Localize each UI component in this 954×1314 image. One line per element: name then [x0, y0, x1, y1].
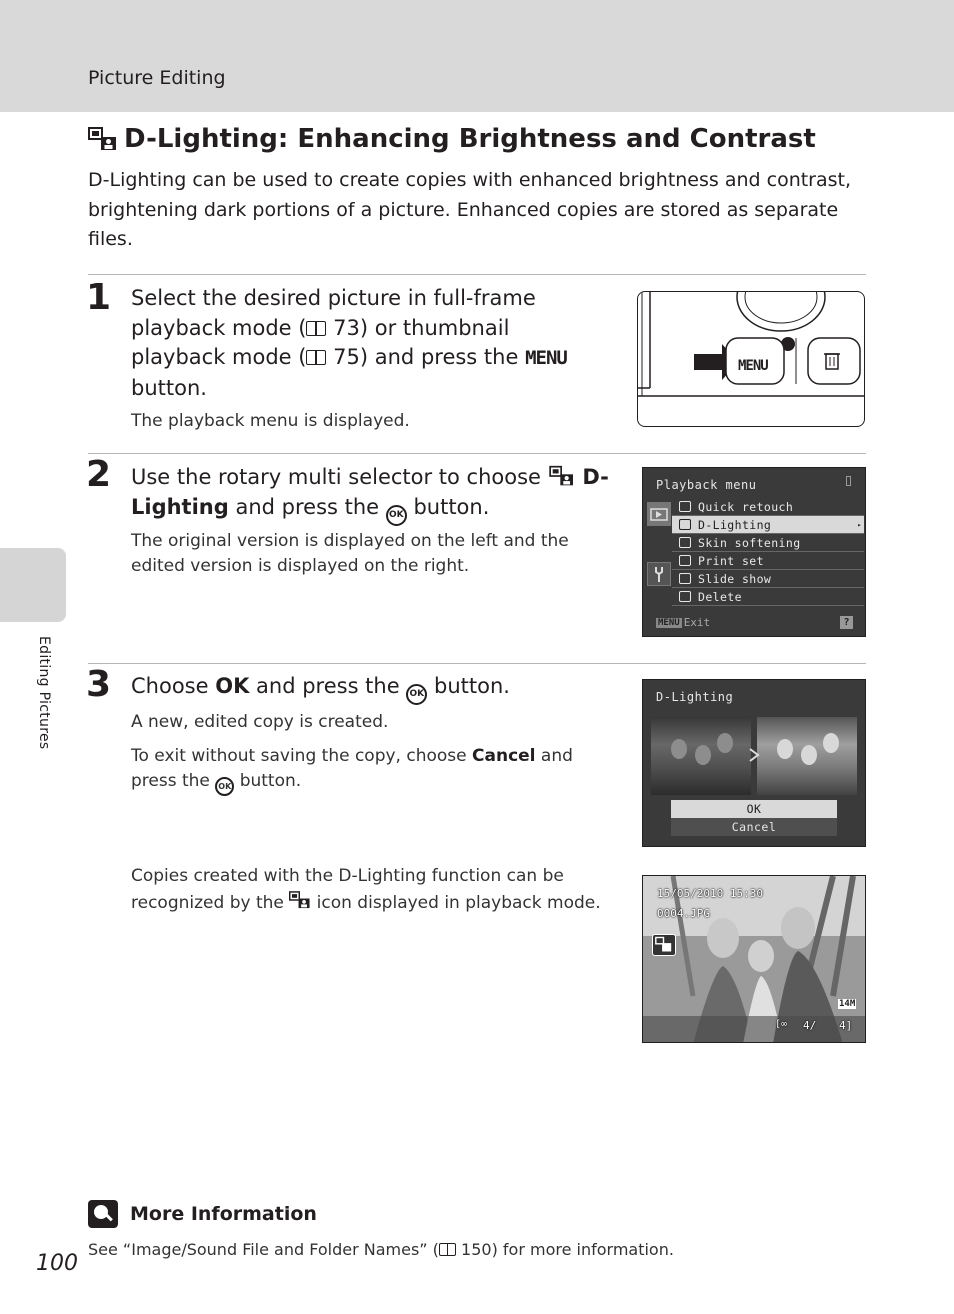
ok-button-symbol: OK — [386, 505, 407, 526]
family-photo — [643, 876, 866, 1043]
step-3-note-created: A new, edited copy is created. — [131, 712, 389, 732]
d-lighting-icon — [679, 519, 691, 530]
step-number: 2 — [86, 454, 112, 495]
photo-filename: 0004.JPG — [657, 907, 710, 920]
page-title-text: D-Lighting: Enhancing Brightness and Contrast — [124, 124, 816, 154]
d-lighting-icon-note: Copies created with the D-Lighting function can be recognized by the icon displayed in playback mode. — [131, 866, 601, 913]
playback-tab-icon — [647, 502, 671, 526]
help-icon: ? — [840, 616, 853, 629]
confirm-options — [671, 800, 837, 836]
book-icon — [306, 321, 326, 336]
menu-item-delete[interactable]: Delete — [672, 588, 864, 606]
menu-item-skin-softening[interactable]: Skin softening — [672, 534, 864, 552]
frame-counter-current: 4/ — [803, 1019, 817, 1032]
book-icon — [439, 1243, 456, 1256]
more-information-text: See “Image/Sound File and Folder Names” ( 150) for more information. — [88, 1240, 674, 1259]
camera-back-illustration — [637, 291, 865, 427]
photo-datetime: 15/05/2010 15:30 — [657, 887, 763, 900]
page-title — [88, 124, 816, 154]
menu-item-print-set[interactable]: Print set — [672, 552, 864, 570]
setup-tab-icon — [647, 562, 671, 586]
playback-menu-screen — [642, 467, 866, 637]
edited-thumbnail — [757, 717, 857, 795]
step-3-instruction: Choose OK and press the OK button. — [131, 672, 510, 705]
step-divider — [88, 453, 866, 454]
step-2-note: The original version is displayed on the left and the edited version is displayed on the right. — [131, 531, 569, 576]
playback-photo — [642, 875, 866, 1043]
d-lighting-icon — [548, 465, 576, 487]
d-lighting-screen-title: D-Lighting — [656, 690, 734, 704]
page-number: 100 — [36, 1251, 78, 1276]
intro-paragraph: D-Lighting can be used to create copies with enhanced brightness and contrast, brightening dark portions of a picture. Enhanced copies are stored as separate files. — [88, 169, 852, 250]
comparison-thumbnails — [651, 717, 859, 795]
option-cancel[interactable]: Cancel — [671, 818, 837, 836]
more-information-heading: More Information — [88, 1200, 317, 1228]
menu-button-label: MENU — [738, 358, 768, 374]
chapter-tab — [0, 548, 66, 622]
menu-button-symbol: MENU — [525, 347, 567, 369]
step-number: 3 — [86, 664, 112, 705]
ok-button-symbol: OK — [215, 777, 234, 796]
step-1-instruction: Select the desired picture in full-frame playback mode ( 73) or thumbnail playback mode ( 75) and press the MENU button. — [131, 286, 567, 400]
step-divider — [88, 663, 866, 664]
step-1-note: The playback menu is displayed. — [131, 411, 410, 431]
option-ok[interactable]: OK — [671, 800, 837, 818]
header-band — [0, 0, 954, 112]
skin-softening-icon — [679, 537, 691, 548]
menu-footer — [656, 616, 710, 629]
submenu-arrow-icon: ▸ — [857, 521, 862, 529]
chapter-tab-label: Editing Pictures — [36, 636, 52, 750]
magnifier-info-icon — [88, 1200, 118, 1228]
ok-button-symbol: OK — [406, 684, 427, 705]
quick-retouch-icon — [679, 501, 691, 512]
arrow-right-icon — [748, 747, 760, 763]
section-title: Picture Editing — [88, 67, 226, 89]
menu-side-icons — [647, 498, 671, 609]
step-number: 1 — [86, 277, 112, 318]
original-thumbnail — [651, 717, 751, 795]
playback-menu-title: Playback menu — [656, 478, 757, 492]
d-lighting-badge-icon — [652, 934, 676, 956]
frame-counter-total: 4] — [839, 1019, 853, 1032]
step-3-note-cancel: To exit without saving the copy, choose Cancel and press the OK button. — [131, 744, 601, 796]
d-lighting-icon — [289, 890, 311, 910]
menu-item-d-lighting[interactable]: D-Lighting ▸ — [672, 516, 864, 534]
playback-menu-list — [672, 498, 864, 606]
menu-item-slide-show[interactable]: Slide show — [672, 570, 864, 588]
print-icon — [679, 555, 691, 566]
d-lighting-icon — [88, 126, 118, 152]
book-icon — [306, 350, 326, 365]
menu-badge: MENU — [658, 617, 680, 628]
protect-icon: [∞ — [775, 1019, 788, 1030]
trash-icon — [679, 591, 691, 602]
scroll-indicator — [846, 476, 851, 486]
step-2-instruction: Use the rotary multi selector to choose D-Lighting and press the OK button. — [131, 463, 611, 526]
exit-label: Exit — [683, 616, 711, 629]
step-divider — [88, 274, 866, 275]
slide-show-icon — [679, 573, 691, 584]
d-lighting-screen — [642, 679, 866, 847]
image-size-badge: 14M — [839, 999, 856, 1009]
menu-item-quick-retouch[interactable]: Quick retouch — [672, 498, 864, 516]
